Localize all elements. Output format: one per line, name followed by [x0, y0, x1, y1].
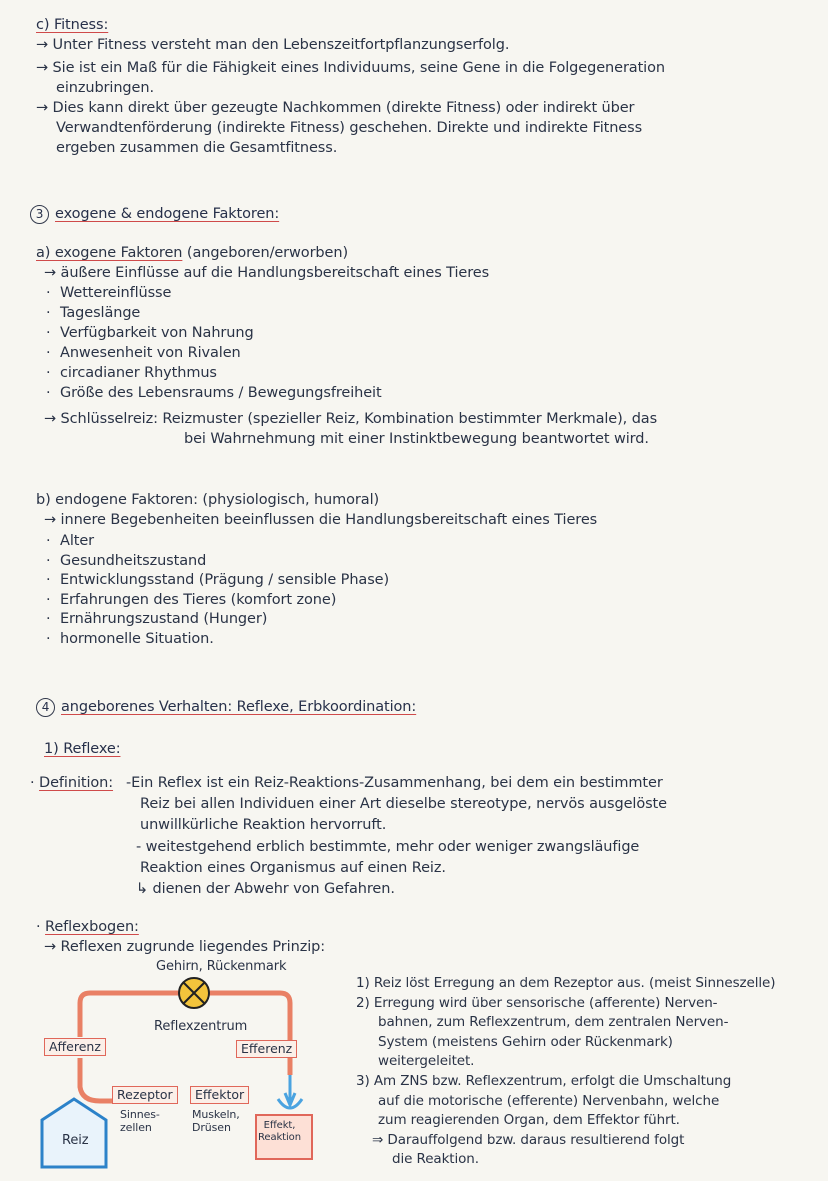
reflex-step-line: 1) Reiz löst Erregung an dem Rezeptor aus. (meist Sinneszelle)	[356, 975, 776, 991]
fitness-line-2: → Sie ist ein Maß für die Fähigkeit eines Individuums, seine Gene in die Folgegeneration	[36, 60, 665, 76]
exogen-bullet: ·	[46, 345, 51, 361]
exogen-bullet: ·	[46, 285, 51, 301]
endogen-bullet: ·	[46, 572, 51, 588]
reflex-step-line: zum reagierenden Organ, dem Effektor führt.	[378, 1112, 680, 1129]
definition-line-3: unwillkürliche Reaktion hervorruft.	[140, 817, 387, 833]
reflexbogen-intro: → Reflexen zugrunde liegendes Prinzip:	[44, 939, 326, 955]
effect-label: Effekt, Reaktion	[258, 1120, 301, 1143]
exogen-item: Tageslänge	[60, 305, 141, 321]
reflexbogen-heading: · Reflexbogen:	[36, 919, 139, 935]
diagram-top-label: Gehirn, Rückenmark	[156, 959, 287, 974]
endogen-heading: b) endogene Faktoren:	[36, 492, 198, 508]
section-3-heading	[30, 205, 279, 224]
section-4-heading	[36, 698, 416, 717]
effect-arrow-icon	[285, 1075, 295, 1105]
endogen-item: Erfahrungen des Tieres (komfort zone)	[60, 591, 337, 608]
key-stimulus-line-1	[44, 410, 657, 428]
key-stimulus-text-1: Reizmuster (spezieller Reiz, Kombination bestimmter Merkmale), das	[162, 411, 658, 427]
exogen-item: Größe des Lebensraums / Bewegungsfreiheit	[60, 385, 382, 401]
endogen-intro: → innere Begebenheiten beeinflussen die Handlungsbereitschaft eines Tieres	[44, 512, 598, 528]
exogen-item: Wettereinflüsse	[60, 285, 172, 301]
definition-line-2: Reiz bei allen Individuen einer Art dieselbe stereotype, nervös ausgelöste	[140, 796, 667, 812]
exogen-bullet: ·	[46, 305, 51, 321]
endogen-bullet: ·	[46, 630, 51, 647]
exogen-heading-line	[36, 244, 348, 262]
key-stimulus-text-2: bei Wahrnehmung mit einer Instinktbewegung beantwortet wird.	[184, 431, 649, 447]
exogen-item: Anwesenheit von Rivalen	[60, 345, 241, 361]
definition-line-4: - weitestgehend erblich bestimmte, mehr oder weniger zwangsläufige	[136, 839, 640, 855]
section-4-title: angeborenes Verhalten: Reflexe, Erbkoordination:	[61, 699, 417, 715]
endogen-bullet: ·	[46, 552, 51, 569]
receptor-sub: Sinnes- zellen	[120, 1108, 160, 1134]
effector-box: Effektor	[190, 1086, 249, 1104]
reflex-center-label: Reflexzentrum	[154, 1019, 248, 1034]
reflex-subheading: 1) Reflexe:	[44, 741, 121, 757]
stimulus-label: Reiz	[62, 1133, 89, 1148]
reflex-step-line: 3) Am ZNS bzw. Reflexzentrum, erfolgt die Umschaltung	[356, 1073, 732, 1089]
reflex-step-line: die Reaktion.	[392, 1151, 479, 1168]
reflex-step-line: auf die motorische (efferente) Nervenbahn, welche	[378, 1092, 720, 1109]
afferent-box: Afferenz	[44, 1038, 106, 1056]
exogen-item: Verfügbarkeit von Nahrung	[60, 325, 254, 341]
endogen-bullet: ·	[46, 591, 51, 608]
definition-line-5: Reaktion eines Organismus auf einen Reiz.	[140, 860, 446, 876]
section-3-title: exogene & endogene Faktoren:	[55, 206, 280, 222]
exogen-note: (angeboren/erworben)	[186, 245, 349, 261]
exogen-bullet: ·	[46, 365, 51, 381]
endogen-item: Ernährungszustand (Hunger)	[60, 611, 268, 627]
reflex-step-line: System (meistens Gehirn oder Rückenmark)	[378, 1033, 673, 1050]
fitness-line-6: ergeben zusammen die Gesamtfitness.	[56, 140, 338, 156]
endogen-item: Alter	[60, 533, 95, 549]
endogen-note: (physiologisch, humoral)	[202, 492, 380, 508]
exogen-bullet: ·	[46, 385, 51, 401]
section-number-3: 3	[30, 205, 49, 224]
reflex-step-line: bahnen, zum Reflexzentrum, dem zentralen Nerven-	[378, 1014, 729, 1031]
exogen-heading: a) exogene Faktoren	[36, 245, 183, 261]
endogen-bullet: ·	[46, 533, 51, 549]
fitness-line-4: → Dies kann direkt über gezeugte Nachkommen (direkte Fitness) oder indirekt über	[36, 100, 635, 116]
exogen-intro: → äußere Einflüsse auf die Handlungsbereitschaft eines Tieres	[44, 265, 490, 281]
fitness-line-1: → Unter Fitness versteht man den Lebenszeitfortpflanzungserfolg.	[36, 37, 510, 53]
reflex-step-line: ⇒ Darauffolgend bzw. daraus resultierend folgt	[372, 1131, 685, 1148]
fitness-heading: c) Fitness:	[36, 17, 109, 33]
exogen-item: circadianer Rhythmus	[60, 365, 217, 381]
exogen-bullet: ·	[46, 325, 51, 341]
key-stimulus-label: → Schlüsselreiz:	[44, 411, 158, 427]
effector-sub: Muskeln, Drüsen	[192, 1108, 240, 1134]
fitness-line-5: Verwandtenförderung (indirekte Fitness) geschehen. Direkte und indirekte Fitness	[56, 120, 643, 136]
endogen-item: hormonelle Situation.	[60, 630, 214, 647]
endogen-item: Gesundheitszustand	[60, 552, 207, 569]
reflex-step-line: weitergeleitet.	[378, 1053, 475, 1070]
section-number-4: 4	[36, 698, 55, 717]
definition-line-1: -Ein Reflex ist ein Reiz-Reaktions-Zusammenhang, bei dem ein bestimmter	[126, 775, 663, 791]
reflex-step-line: 2) Erregung wird über sensorische (afferente) Nerven-	[356, 994, 718, 1011]
endogen-bullet: ·	[46, 611, 51, 627]
endogen-heading-line	[36, 491, 379, 509]
definition-line-6: ↳ dienen der Abwehr von Gefahren.	[136, 881, 395, 897]
fitness-line-3: einzubringen.	[56, 80, 154, 96]
efferent-box: Efferenz	[236, 1040, 297, 1058]
definition-label: · Definition:	[30, 775, 114, 791]
receptor-box: Rezeptor	[112, 1086, 178, 1104]
endogen-item: Entwicklungsstand (Prägung / sensible Phase)	[60, 572, 390, 588]
